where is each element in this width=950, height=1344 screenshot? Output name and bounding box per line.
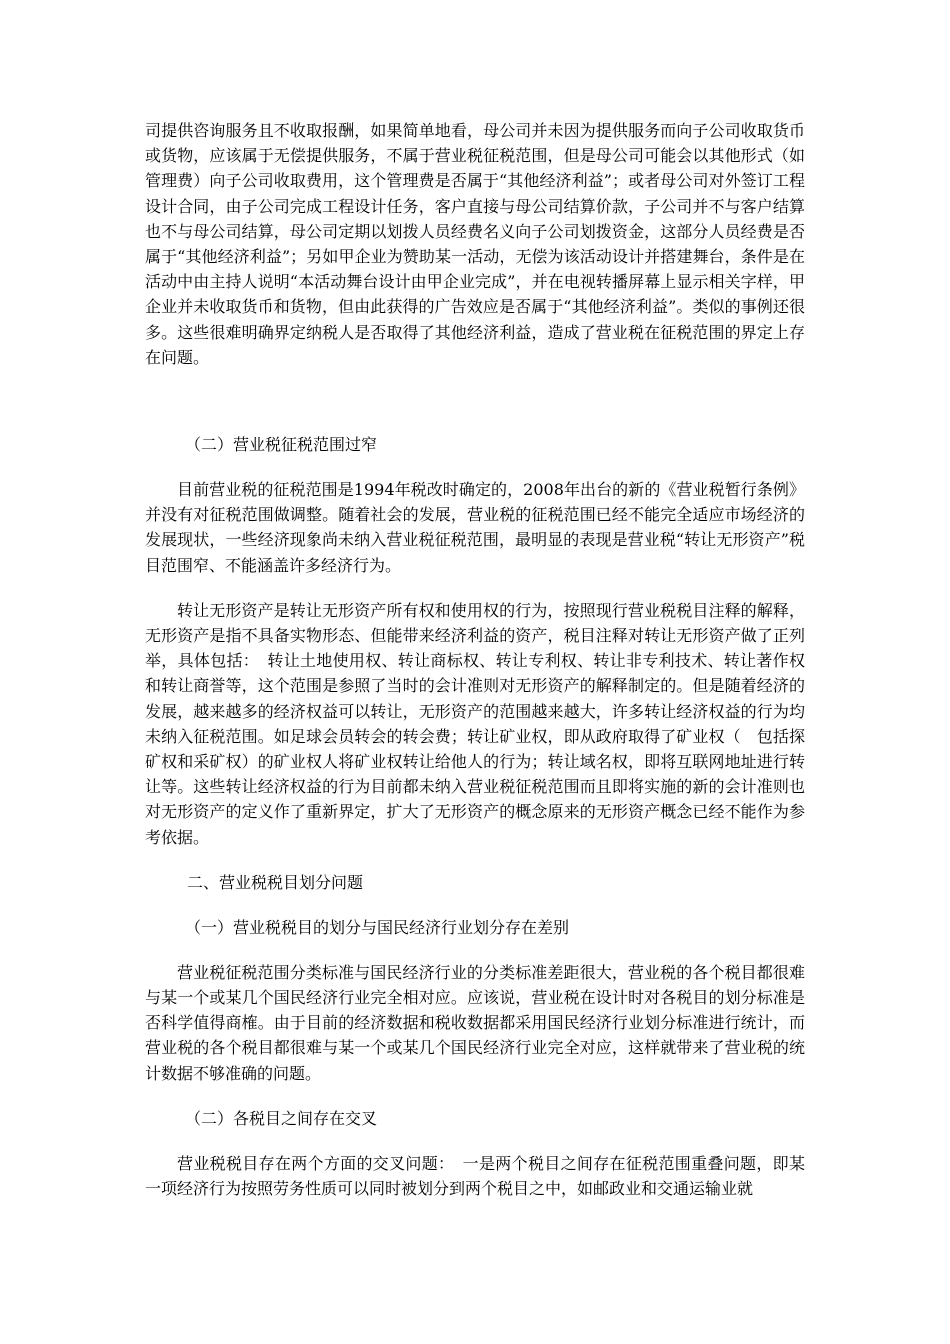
- paragraph-industry-classification: 营业税征税范围分类标准与国民经济行业的分类标准差距很大，营业税的各个税目都很难与某一个或某几个国民经济行业完全相对应。应该说，营业税在设计时对各税目的划分标准是否科学值得商榷。由于目前的经济数据和税收数据都采用国民经济行业划分标准进行统计，而营业税的各个税目都很难与某一个或某几个国民经济行业完全对应，这样就带来了营业税的统计数据不够准确的问题。: [145, 962, 805, 1083]
- document-page: [145, 118, 805, 1201]
- heading-tax-item-overlap: （二）各税目之间存在交叉: [185, 1108, 378, 1128]
- paragraph-overlap-issues: 营业税税目存在两个方面的交叉问题： 一是两个税目之间存在征税范围重叠问题，即某一项经济行为按照劳务性质可以同时被划分到两个税目之中，如邮政业和交通运输业就: [145, 1153, 805, 1199]
- paragraph-intangible-benefits: 司提供咨询服务且不收取报酬，如果简单地看，母公司并未因为提供服务而向子公司收取货币或货物，应该属于无偿提供服务，不属于营业税征税范围，但是母公司可能会以其他形式（如管理费）向子公司收取费用，这个管理费是否属于“其他经济利益”；或者母公司对外签订工程设计合同，由子公司完成工程设计任务，客户直接与母公司结算价款，子公司并不与客户结算也不与母公司结算，母公司定期以划拨人员经费名义向子公司划拨资金，这部分人员经费是否属于“其他经济利益”；另如甲企业为赞助某一活动，无偿为该活动设计并搭建舞台，条件是在活动中由主持人说明“本活动舞台设计由甲企业完成”，并在电视转播屏幕上显示相关字样，甲企业并未收取货币和货物，但由此获得的广告效应是否属于“其他经济利益”。类似的事例还很多。这些很难明确界定纳税人是否取得了其他经济利益，造成了营业税在征税范围的界定上存在问题。: [145, 121, 805, 367]
- heading-scope-too-narrow: （二）营业税征税范围过窄: [185, 435, 378, 455]
- paragraph-scope-narrow: 目前营业税的征税范围是1994年税改时确定的，2008年出台的新的《营业税暂行条例》并没有对征税范围做调整。随着社会的发展，营业税的征税范围已经不能完全适应市场经济的发展现状，一些经济现象尚未纳入营业税征税范围，最明显的表现是营业税“转让无形资产”税目范围窄、不能涵盖许多经济行为。: [145, 480, 805, 575]
- heading-industry-difference: （一）营业税税目的划分与国民经济行业划分存在差别: [185, 917, 570, 937]
- paragraph-intangible-assets: 转让无形资产是转让无形资产所有权和使用权的行为，按照现行营业税税目注释的解释，无形资产是指不具备实物形态、但能带来经济利益的资产，税目注释对转让无形资产做了正列举，具体包括： 转让土地使用权、转让商标权、转让专利权、转让非专利技术、转让著作权和转让商誉等，这个范围是参照了当时的会计准则对无形资产的解释制定的。但是随着经济的发展，越来越多的经济权益可以转让，无形资产的范围越来越大，许多转让经济权益的行为均未纳入征税范围。如足球会员转会的转会费；转让矿业权，即从政府取得了矿业权（ 包括探矿权和采矿权）的矿业权人将矿业权转让给他人的行为；转让域名权，即将互联网地址进行转让等。这些转让经济权益的行为目前都未纳入营业税征税范围而且即将实施的新的会计准则也对无形资产的定义作了重新界定，扩大了无形资产的概念原来的无形资产概念已经不能作为参考依据。: [145, 600, 805, 847]
- heading-tax-item-division: 二、营业税税目划分问题: [187, 872, 364, 892]
